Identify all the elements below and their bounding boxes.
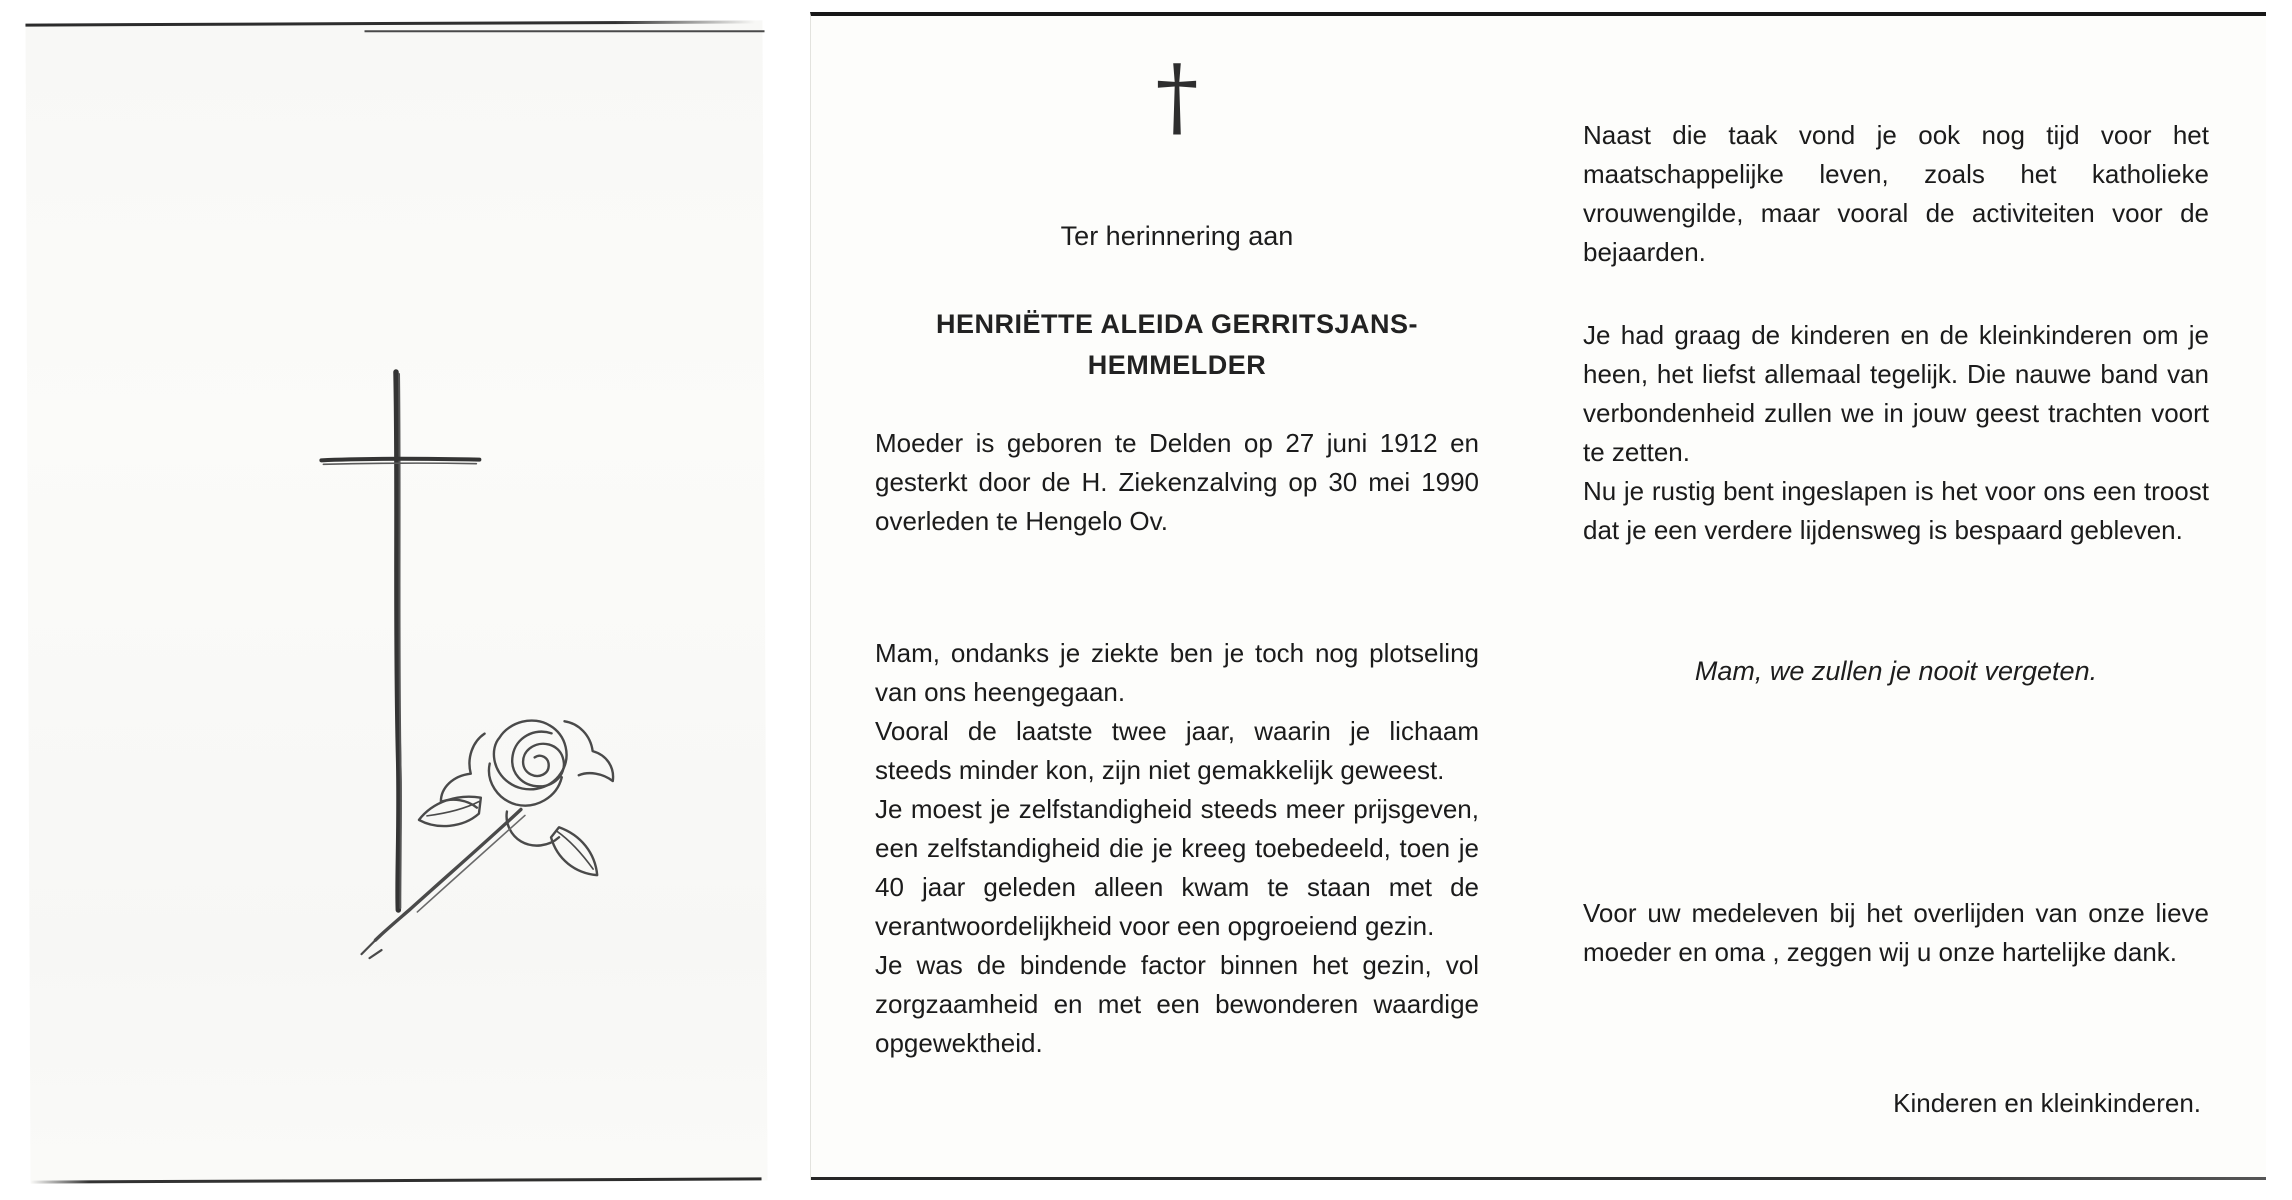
birth-paragraph: Moeder is geboren te Delden op 27 juni 1912 en gesterkt door de H. Ziekenzalving op 30 mei 1990 overleden te Hengelo Ov. (875, 428, 1479, 536)
life-story-paragraph: Je moest je zelfstandigheid steeds meer prijsgeven, een zelfstandigheid die je kreeg toebedeeld, toen je 40 jaar geleden alleen kwam te staan met de verantwoordelijkheid voor een opgroeiend gezin. (875, 794, 1479, 941)
deceased-name-line1: HENRIËTTE ALEIDA GERRITSJANS- (935, 309, 1419, 339)
family-paragraph: Nu je rustig bent ingeslapen is het voor ons een troost dat je een verdere lijdensweg is bespaard gebleven. (1583, 476, 2209, 545)
thanks-paragraph: Voor uw medeleven bij het overlijden van onze lieve moeder en oma , zeggen wij u onze hartelijke dank. (1583, 898, 2209, 967)
community-paragraph: Naast die taak vond je ook nog tijd voor het maatschappelijke leven, zoals het katholieke vrouwengilde, maar vooral de activiteiten voor de bejaarden. (1583, 120, 2209, 267)
signature-line: Kinderen en kleinkinderen. (1893, 1088, 2201, 1118)
life-story-paragraph: Mam, ondanks je ziekte ben je toch nog plotseling van ons heengegaan. (875, 638, 1479, 707)
family-paragraph: Je had graag de kinderen en de kleinkinderen om je heen, het liefst allemaal tegelijk. Die nauwe band van verbondenheid zullen we in jouw geest trachten voort te zetten. (1583, 320, 2209, 467)
family-block (1583, 316, 2209, 550)
deceased-name-line2: HEMMELDER (1087, 350, 1267, 380)
life-story-paragraph: Je was de bindende factor binnen het gezin, vol zorgzaamheid en met een bewonderen waardige opgewektheid. (875, 950, 1479, 1058)
cross-and-rose-illustration (25, 20, 767, 1183)
farewell-quote: Mam, we zullen je nooit vergeten. (1694, 656, 2098, 686)
deceased-name (875, 304, 1479, 386)
memorial-cross-icon: † (1155, 47, 1199, 147)
text-column-right (1583, 16, 2209, 1180)
cross-sketch (321, 372, 481, 911)
memorial-card-inside (810, 12, 2266, 1180)
text-column-left (875, 16, 1479, 1180)
life-story-paragraph: Vooral de laatste twee jaar, waarin je lichaam steeds minder kon, zijn niet gemakkelijk geweest. (875, 716, 1479, 785)
memorial-card-front (25, 20, 767, 1183)
life-story-block (875, 634, 1479, 1063)
intro-line: Ter herinnering aan (1060, 221, 1294, 251)
